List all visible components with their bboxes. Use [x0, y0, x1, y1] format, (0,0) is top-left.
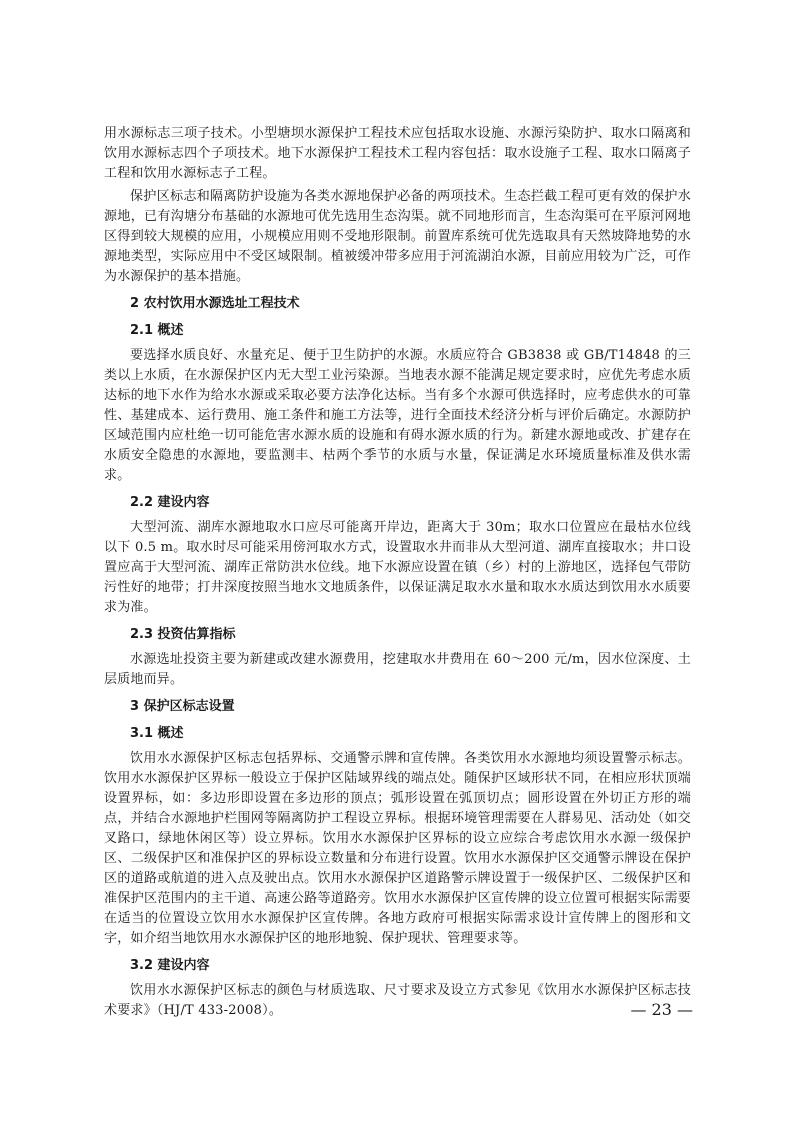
subsection-heading: 2.3 投资估算指标	[130, 627, 236, 642]
subsection-heading: 2.2 建设内容	[130, 495, 210, 510]
paragraph: 饮用水水源保护区标志包括界标、交通警示牌和宣传牌。各类饮用水水源地均须设置警示标志。饮用水水源保护区界标一般设立于保护区陆域界线的端点处。随保护区域形状不同，在相应形状顶端设置界标，如：多边形即设置在多边形的顶点；弧形设置在弧顶切点；圆形设置在外切正方形的端点，并结合水源地护栏围网等隔离防护工程设立界标。根据环境管理需要在人群易见、活动处（如交叉路口，绿地休闲区等）设立界标。饮用水水源保护区界标的设立应综合考虑饮用水水源一级保护区、二级保护区和准保护区的界标设立数量和分布进行设置。饮用水水源保护区交通警示牌设在保护区的道路或航道的进入点及驶出点。饮用水水源保护区道路警示牌设置于一级保护区、二级保护区和准保护区范围内的主干道、高速公路等道路旁。饮用水水源保护区宣传牌的设立位置可根据实际需要在适当的位置设立饮用水水源保护区宣传牌。各地方政府可根据实际需求设计宣传牌上的图形和文字，如介绍当地饮用水水源保护区的地形地貌、保护现状、管理要求等。	[104, 751, 691, 946]
paragraph: 水源选址投资主要为新建或改建水源费用，挖建取水井费用在 60～200 元/m，因水位深度、土层质地而异。	[104, 652, 691, 687]
section-heading: 2 农村饮用水源选址工程技术	[130, 296, 300, 311]
section-heading: 3 保护区标志设置	[130, 699, 235, 714]
subsection-heading: 3.1 概述	[130, 726, 184, 741]
paragraph: 保护区标志和隔离防护设施为各类水源地保护必备的两项技术。生态拦截工程可更有效的保护水源地，已有沟塘分布基础的水源地可优先选用生态沟渠。就不同地形而言，生态沟渠可在平原河网地区得到较大规模的应用，小规模应用则不受地形限制。前置库系统可优先选取具有天然坡降地势的水源地类型，实际应用中不受区域限制。植被缓冲带多应用于河流湖泊水源，目前应用较为广泛，可作为水源保护的基本措施。	[104, 189, 691, 284]
paragraph: 要选择水质良好、水量充足、便于卫生防护的水源。水质应符合 GB3838 或 GB/T14848 的三类以上水质，在水源保护区内无大型工业污染源。当地表水源不能满足规定要求时，应优先考虑水质达标的地下水作为给水水源或采取必要方法净化达标。当有多个水源可供选择时，应考虑供水的可靠性、基建成本、运行费用、施工条件和施工方法等，进行全面技术经济分析与评价后确定。水源防护区域范围内应杜绝一切可能危害水源水质的设施和有碍水源水质的行为。新建水源地或改、扩建存在水质安全隐患的水源地，要监测丰、枯两个季节的水质与水量，保证满足水环境质量标准及供水需求。	[104, 348, 691, 483]
subsection-heading: 3.2 建设内容	[130, 958, 210, 973]
paragraph: 大型河流、湖库水源地取水口应尽可能离开岸边，距离大于 30m；取水口位置应在最枯水位线以下 0.5 m。取水时尽可能采用傍河取水方式，设置取水井而非从大型河道、湖库直接取水；井口设置应高于大型河流、湖库正常防洪水位线。地下水源应设置在镇（乡）村的上游地区，选择包气带防污性好的地带；打井深度按照当地水文地质条件，以保证满足取水水量和取水水质达到饮用水水质要求为准。	[104, 520, 691, 615]
document-body	[104, 124, 691, 1021]
paragraph: 饮用水水源保护区标志的颜色与材质选取、尺寸要求及设立方式参见《饮用水水源保护区标志技术要求》（HJ/T 433-2008）。	[104, 983, 691, 1018]
page-number: — 23 —	[630, 1000, 693, 1019]
paragraph: 用水源标志三项子技术。小型塘坝水源保护工程技术应包括取水设施、水源污染防护、取水口隔离和饮用水源标志四个子项技术。地下水源保护工程技术工程内容包括：取水设施子工程、取水口隔离子工程和饮用水源标志子工程。	[104, 126, 691, 181]
subsection-heading: 2.1 概述	[130, 323, 184, 338]
